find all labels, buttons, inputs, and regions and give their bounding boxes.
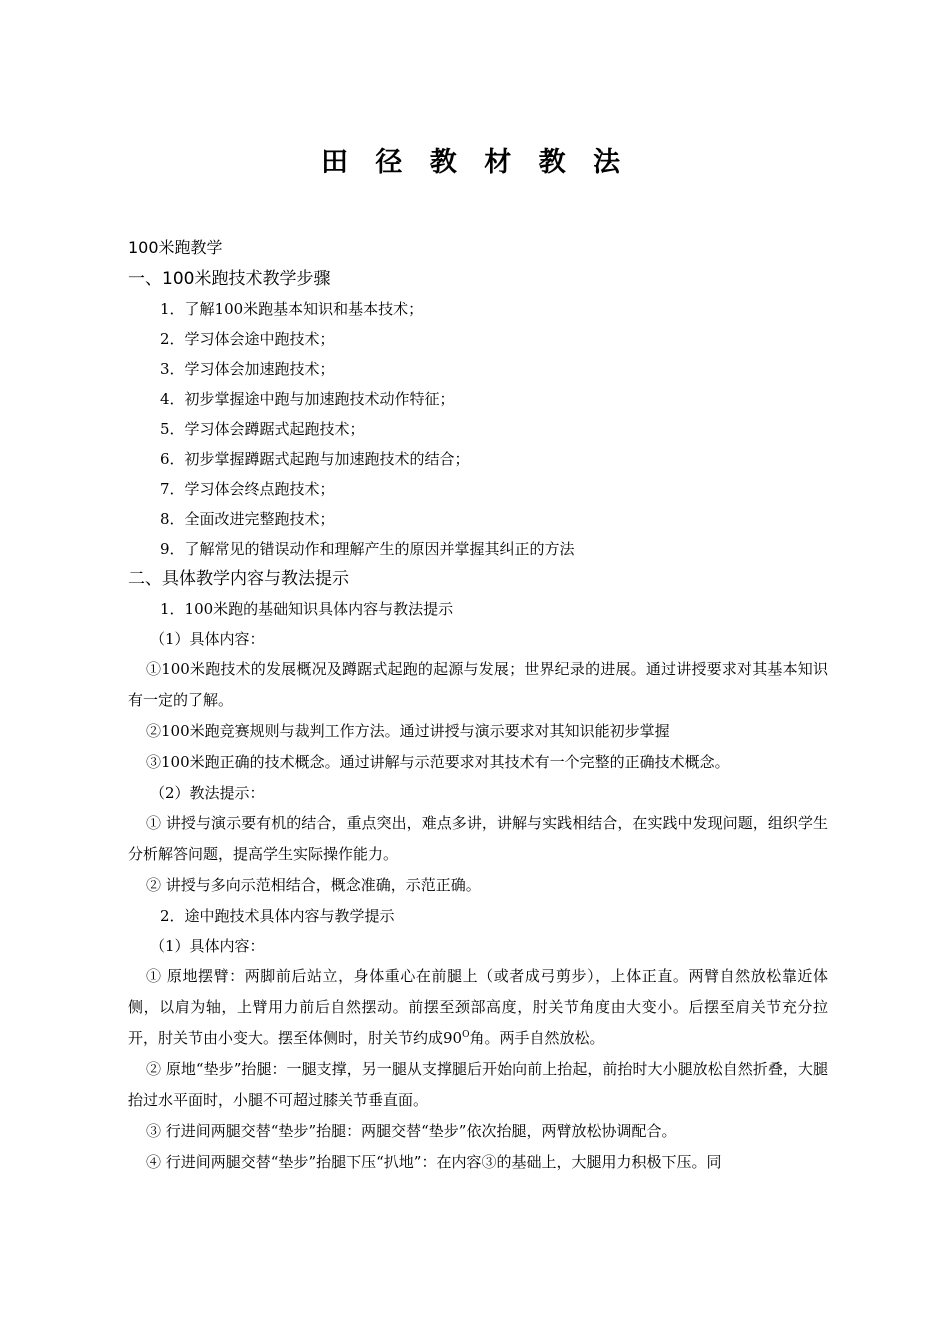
- section1-heading: 一、100米跑技术教学步骤: [128, 269, 331, 289]
- item1-heading: 1．100米跑的基础知识具体内容与教法提示: [160, 600, 454, 618]
- subtitle: 100米跑教学: [128, 238, 223, 257]
- step-item: 4．初步掌握途中跑与加速跑技术动作特征；: [160, 390, 455, 408]
- item2-content-paragraph: ② 原地“垫步”抬腿：一腿支撑，另一腿从支撑腿后开始向前上抬起，前抬时大小腿放松自然折叠，大腿抬过水平面时，小腿不可超过膝关节垂直面。: [128, 1060, 828, 1109]
- document-body: [128, 232, 828, 1178]
- step-item: 5．学习体会蹲踞式起跑技术；: [160, 420, 365, 438]
- item2-content-label: （1）具体内容：: [150, 937, 265, 955]
- document-title: 田 径 教 材 教 法: [321, 147, 629, 178]
- step-item: 7．学习体会终点跑技术；: [160, 480, 335, 498]
- degree-mark: O: [462, 1030, 470, 1040]
- item2-heading: 2．途中跑技术具体内容与教学提示: [160, 907, 395, 925]
- item1-content-paragraph: ②100米跑竞赛规则与裁判工作方法。通过讲授与演示要求对其知识能初步掌握: [146, 722, 670, 740]
- section2-heading: 二、具体教学内容与教法提示: [128, 569, 349, 589]
- step-item: 1．了解100米跑基本知识和基本技术；: [160, 300, 424, 318]
- step-item: 6．初步掌握蹲踞式起跑与加速跑技术的结合；: [160, 450, 470, 468]
- item1-content-paragraph: ①100米跑技术的发展概况及蹲踞式起跑的起源与发展；世界纪录的进展。通过讲授要求对其基本知识有一定的了解。: [128, 660, 828, 709]
- paragraph-text: ① 原地摆臂：两脚前后站立，身体重心在前腿上（或者成弓剪步），上体正直。两臂自然放松靠近体侧，以肩为轴，上臂用力前后自然摆动。前摆至颈部高度，肘关节角度由大变小。后摆至肩关节充分拉开，肘关节由小变大。摆至体侧时，肘关节约成90: [128, 967, 828, 1047]
- item1-method-paragraph: ② 讲授与多向示范相结合，概念准确，示范正确。: [146, 876, 481, 894]
- item1-method-paragraph: ① 讲授与演示要有机的结合，重点突出，难点多讲，讲解与实践相结合，在实践中发现问题，组织学生分析解答问题，提高学生实际操作能力。: [128, 814, 828, 863]
- item1-content-label: （1）具体内容：: [150, 630, 265, 648]
- item1-content-paragraph: ③100米跑正确的技术概念。通过讲解与示范要求对其技术有一个完整的正确技术概念。: [146, 753, 730, 771]
- item2-content-paragraph: ④ 行进间两腿交替“垫步”抬腿下压“扒地”：在内容③的基础上，大腿用力积极下压。同: [146, 1153, 722, 1171]
- item2-content-paragraph: [128, 961, 828, 1054]
- step-item: 2．学习体会途中跑技术；: [160, 330, 335, 348]
- paragraph-text: 角。两手自然放松。: [469, 1029, 605, 1047]
- item1-method-label: （2）教法提示：: [150, 784, 265, 802]
- step-item: 9．了解常见的错误动作和理解产生的原因并掌握其纠正的方法: [160, 540, 575, 558]
- step-item: 8．全面改进完整跑技术；: [160, 510, 335, 528]
- item2-content-paragraph: ③ 行进间两腿交替“垫步”抬腿：两腿交替“垫步”依次抬腿，两臂放松协调配合。: [146, 1122, 677, 1140]
- step-item: 3．学习体会加速跑技术；: [160, 360, 335, 378]
